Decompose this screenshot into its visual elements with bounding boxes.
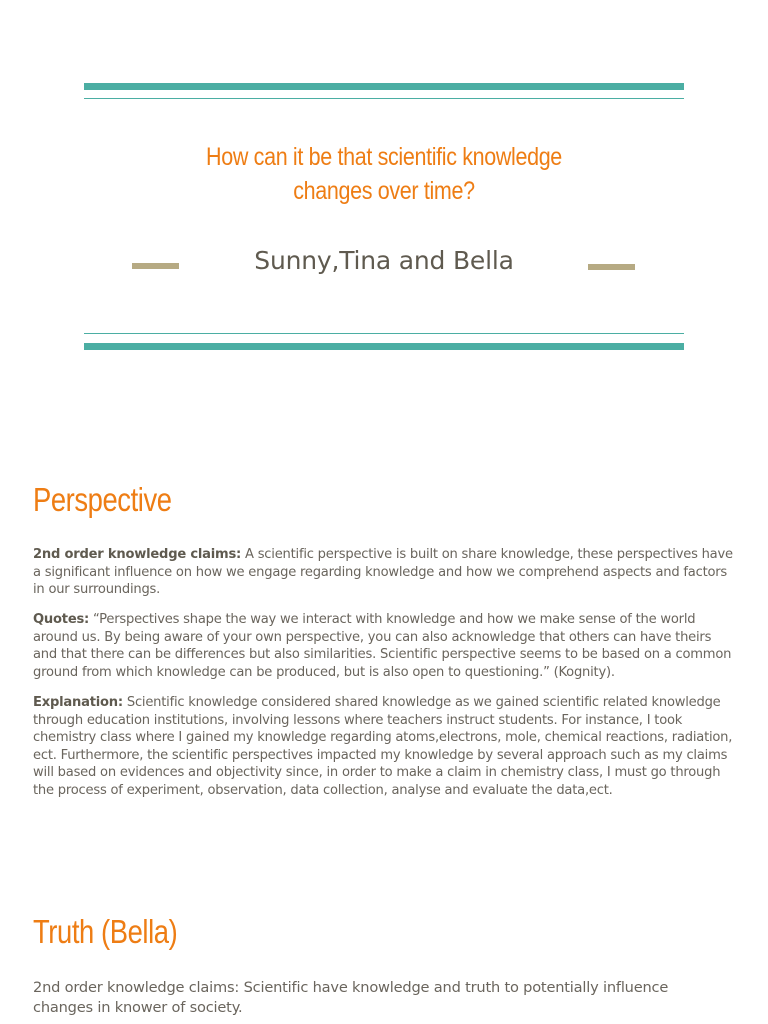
paragraph-text: Scientific knowledge considered shared knowledge as we gained scientific related knowledge through education institutions, involving lessons where teachers instruct students. For instance, I took chemistry class where I gained my knowledge regarding atoms,electrons, mole, chemical reactions, radiation, ect. Furthermore, the scientific perspectives impacted my knowledge by several approach such as my claims will based on evidences and objectivity since, in order to make a claim in chemistry class, I must go through the process of experiment, observation, data collection, analyse and evaluate the data,ect. xyxy=(33,695,733,798)
top-thin-rule xyxy=(84,98,684,99)
perspective-paragraph-explanation xyxy=(33,694,738,800)
truth-paragraph: 2nd order knowledge claims: Scientific have knowledge and truth to potentially influence changes in knower of society. xyxy=(33,979,669,1016)
bottom-thick-rule xyxy=(84,343,684,350)
slide-title-line-2: changes over time? xyxy=(293,177,475,205)
title-slide xyxy=(0,0,768,420)
slide-authors: Sunny,Tina and Bella xyxy=(254,246,514,275)
paragraph-text: A scientific perspective is built on share knowledge, these perspectives have a significant influence on how we engage regarding knowledge and how we comprehend aspects and factors in our surroundings. xyxy=(33,547,733,598)
paragraph-label: 2nd order knowledge claims: xyxy=(33,547,242,562)
truth-heading: Truth (Bella) xyxy=(33,913,178,950)
paragraph-label: Quotes: xyxy=(33,612,90,627)
right-dash-ornament xyxy=(588,264,635,270)
slide-title-line-1: How can it be that scientific knowledge xyxy=(206,143,562,171)
perspective-paragraph-claims xyxy=(33,546,738,599)
top-thick-rule xyxy=(84,83,684,90)
bottom-thin-rule xyxy=(84,333,684,334)
slide-title xyxy=(126,140,642,208)
paragraph-text: “Perspectives shape the way we interact with knowledge and how we make sense of the world around us. By being aware of your own perspective, you can also acknowledge that others can have theirs and that there can be differences but also similarities. Scientific perspective seems to be based on a common ground from which knowledge can be produced, but is also open to questioning.” (Kognity). xyxy=(33,612,732,680)
paragraph-label: Explanation: xyxy=(33,695,123,710)
perspective-heading: Perspective xyxy=(33,481,172,518)
left-dash-ornament xyxy=(132,263,179,269)
perspective-paragraph-quotes xyxy=(33,611,738,681)
